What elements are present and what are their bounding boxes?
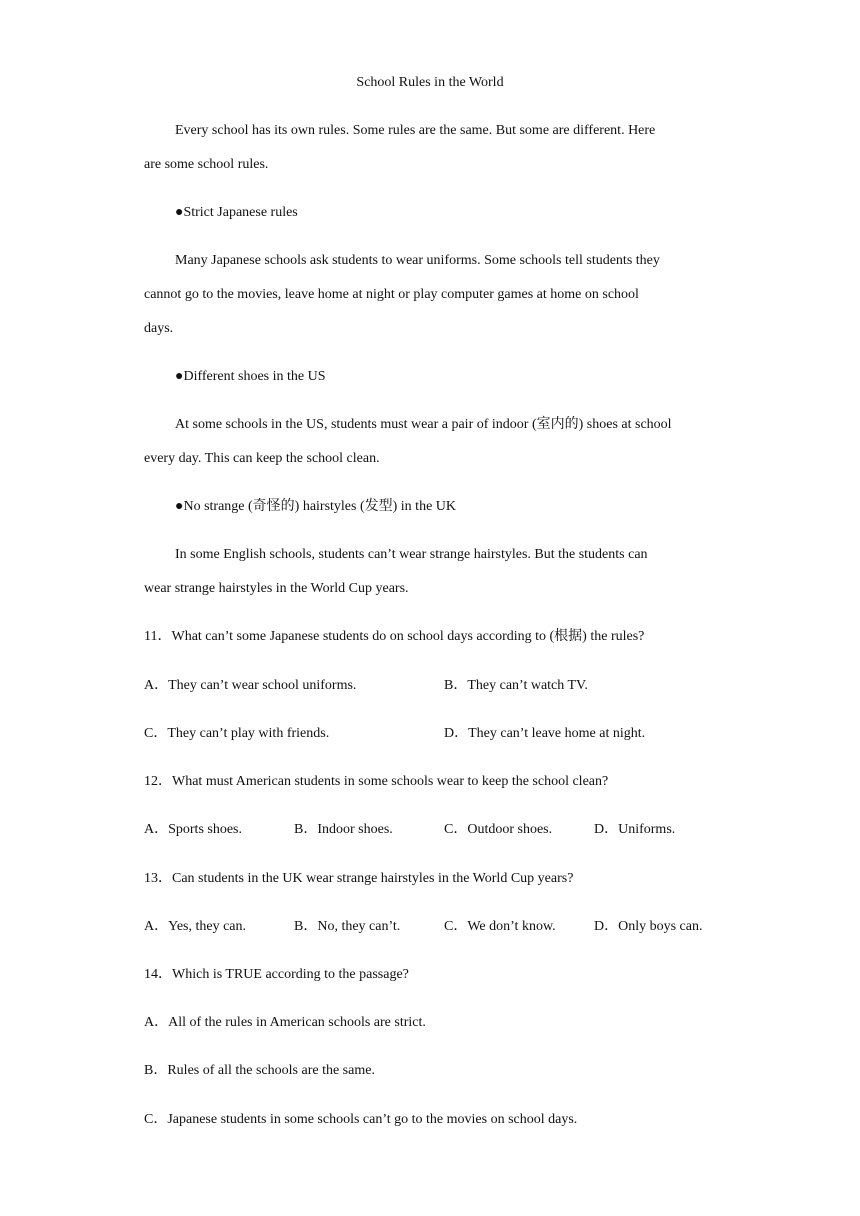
us-line-2: every day. This can keep the school clean. <box>144 451 380 466</box>
intro-line-2: are some school rules. <box>144 157 269 172</box>
japan-line-1: Many Japanese schools ask students to wear uniforms. Some schools tell students they <box>175 253 660 268</box>
section-heading-us: ●Different shoes in the US <box>175 369 326 384</box>
us-line-1: At some schools in the US, students must wear a pair of indoor (室内的) shoes at school <box>175 417 672 432</box>
question-13-stem: 13．Can students in the UK wear strange hairstyles in the World Cup years? <box>144 871 574 886</box>
document-title: School Rules in the World <box>356 75 504 90</box>
question-12-option-d[interactable]: D．Uniforms. <box>594 822 676 837</box>
japan-line-2: cannot go to the movies, leave home at night or play computer games at home on school <box>144 287 639 302</box>
question-11-option-a[interactable]: A．They can’t wear school uniforms. <box>144 678 357 693</box>
question-14-option-a[interactable]: A．All of the rules in American schools are strict. <box>144 1015 426 1030</box>
section-heading-uk: ●No strange (奇怪的) hairstyles (发型) in the UK <box>175 499 457 514</box>
uk-line-1: In some English schools, students can’t wear strange hairstyles. But the students can <box>175 547 648 562</box>
question-14-option-b[interactable]: B．Rules of all the schools are the same. <box>144 1063 375 1078</box>
question-13-option-d[interactable]: D．Only boys can. <box>594 919 703 934</box>
question-12-stem: 12．What must American students in some schools wear to keep the school clean? <box>144 774 609 789</box>
question-13-option-c[interactable]: C．We don’t know. <box>444 919 556 934</box>
question-13-option-b[interactable]: B．No, they can’t. <box>294 919 401 934</box>
question-12-option-b[interactable]: B．Indoor shoes. <box>294 822 393 837</box>
question-11-option-d[interactable]: D．They can’t leave home at night. <box>444 726 646 741</box>
question-11-option-b[interactable]: B．They can’t watch TV. <box>444 678 588 693</box>
intro-line-1: Every school has its own rules. Some rules are the same. But some are different. Here <box>175 123 656 138</box>
question-14-stem: 14．Which is TRUE according to the passage? <box>144 967 409 982</box>
question-11-stem: 11．What can’t some Japanese students do on school days according to (根据) the rules? <box>144 629 645 644</box>
question-14-option-c[interactable]: C．Japanese students in some schools can’t go to the movies on school days. <box>144 1112 578 1127</box>
section-heading-japan: ●Strict Japanese rules <box>175 205 298 220</box>
question-12-option-a[interactable]: A．Sports shoes. <box>144 822 243 837</box>
question-12-option-c[interactable]: C．Outdoor shoes. <box>444 822 553 837</box>
japan-line-3: days. <box>144 321 174 336</box>
question-13-option-a[interactable]: A．Yes, they can. <box>144 919 247 934</box>
uk-line-2: wear strange hairstyles in the World Cup years. <box>144 581 409 596</box>
question-11-option-c[interactable]: C．They can’t play with friends. <box>144 726 330 741</box>
